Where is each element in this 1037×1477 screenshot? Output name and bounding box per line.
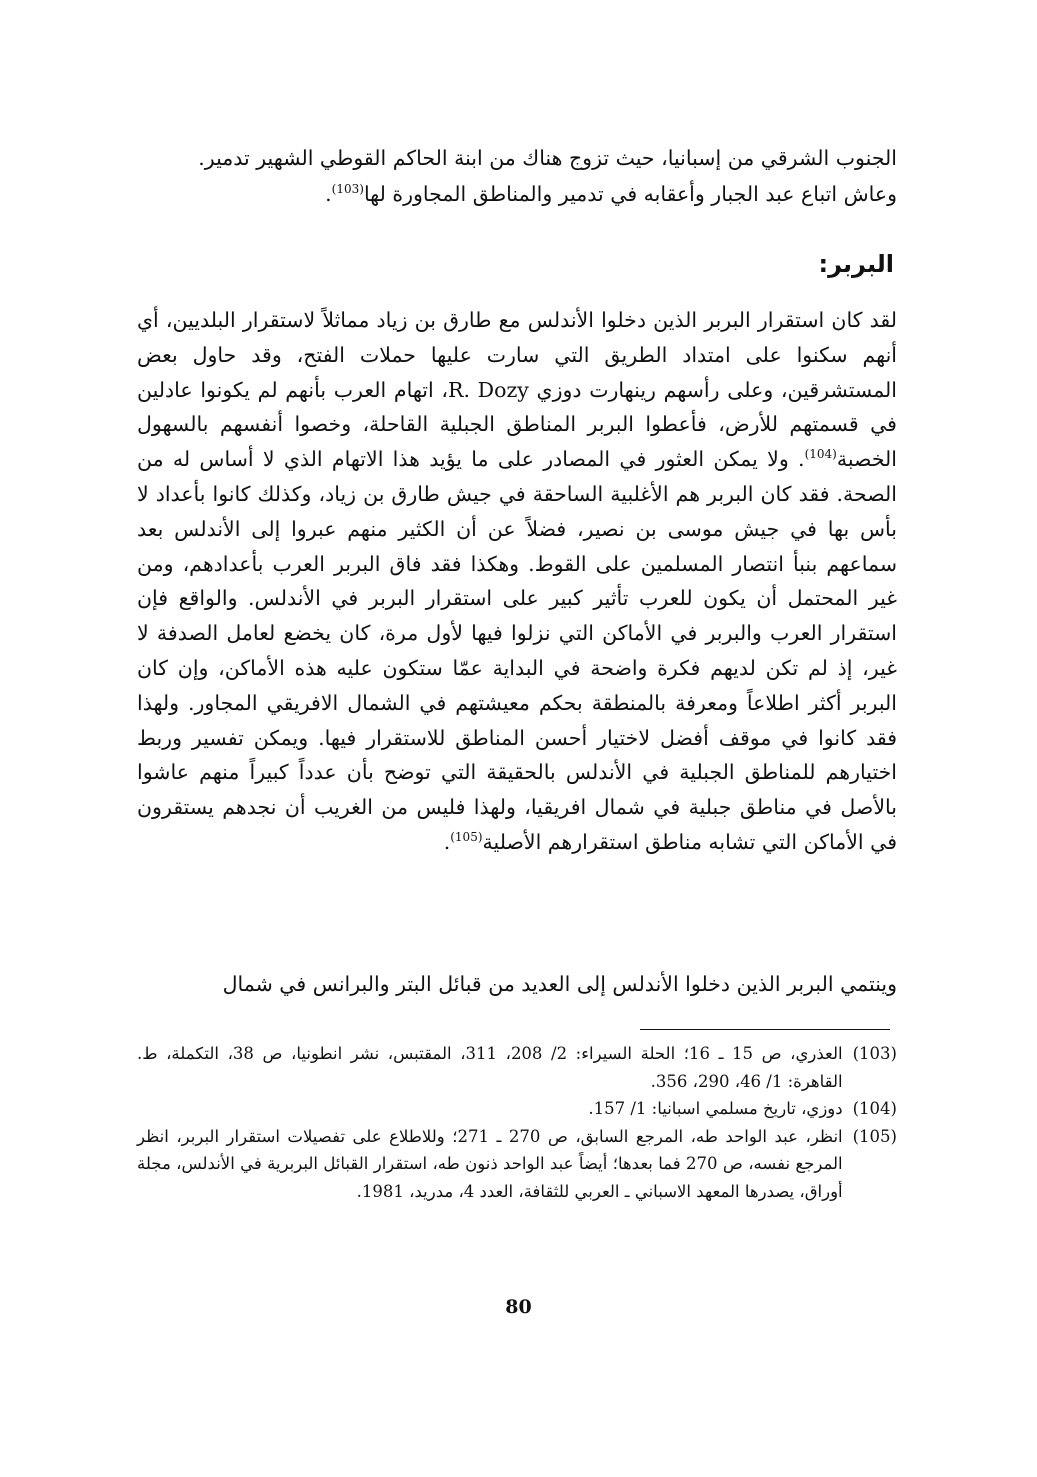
footnote-103: [137, 1040, 897, 1095]
body-paragraph-1-text: [137, 303, 897, 860]
footnote-number: (103): [852, 1044, 897, 1063]
body-paragraph-2: [137, 967, 897, 1002]
footnote-ref-105: (105): [450, 830, 483, 845]
footnote-104: [137, 1095, 897, 1123]
footnote-ref-104: (104): [804, 447, 837, 462]
footnote-ref-103: (103): [331, 182, 364, 197]
intro-line-2-text: وعاش اتباع عبد الجبار وأعقابه في تدمير والمناطق المجاورة لها: [363, 182, 897, 206]
footnote-number: (104): [852, 1099, 897, 1118]
footnote-number: (105): [852, 1126, 897, 1146]
intro-line-2: [137, 176, 897, 212]
section-heading: البربر:: [818, 250, 894, 278]
footnote-divider: [640, 1029, 890, 1030]
footnote-text: العذري، ص 15 ـ 16؛ الحلة السيراء: 2/ 208، 311، المقتبس، نشر انطونيا، ص 38، التكملة، ط. القاهرة: 1/ 46، 290، 356.: [137, 1044, 843, 1091]
body-paragraph-1: [137, 303, 897, 860]
footnote-text: دوزي، تاريخ مسلمي اسبانيا: 1/ 157.: [588, 1099, 843, 1118]
intro-paragraph: [137, 140, 897, 212]
body-paragraph-2-text: وينتمي البربر الذين دخلوا الأندلس إلى العديد من قبائل البتر والبرانس في شمال: [222, 972, 897, 996]
footnote-text: انظر، عبد الواحد طه، المرجع السابق، ص 270 ـ 271؛ وللاطلاع على تفصيلات استقرار البربر، انظر المرجع نفسه، ص 270 فما بعدها؛ أيضاً عبد الواحد ذنون طه، استقرار القبائل البربرية في الأندلس، مجلة أوراق، يصدرها المعهد الاسباني ـ العربي للثقافة، العدد 4، مدريد، 1981.: [137, 1126, 843, 1201]
body-paragraph-1-end: .: [443, 829, 451, 854]
body-paragraph-1-part-2: . ولا يمكن العثور في المصادر على ما يؤيد هذا الاتهام الذي لا أساس له من الصحة. فقد كان البربر هم الأغلبية الساحقة في جيش طارق بن زياد، وكذلك كانوا بأعداد لا بأس بها في جيش موسى بن نصير، فضلاً عن أن الكثير منهم عبروا إلى الأندلس بعد سماعهم بنبأ انتصار المسلمين على القوط. وهكذا فقد فاق البربر العرب بأعدادهم، ومن غير المحتمل أن يكون للعرب تأثير كبير على استقرار البربر في الأندلس. والواقع فإن استقرار العرب والبربر في الأماكن التي نزلوا فيها لأول مرة، كان يخضع لعامل الصدفة لا غير، إذ لم تكن لديهم فكرة واضحة في البداية عمّا ستكون عليه هذه الأماكن، وإن كان البربر أكثر اطلاعاً ومعرفة بالمنطقة بحكم معيشتهم في الشمال الافريقي المجاور. ولهذا فقد كانوا في موقف أفضل لاختيار أحسن المناطق للاستقرار فيها. ويمكن تفسير وربط اختيارهم للمناطق الجبلية في الأندلس بالحقيقة التي توضح بأن عدداً كبيراً منهم عاشوا بالأصل في مناطق جبلية في شمال افريقيا، ولهذا فليس من الغريب أن نجدهم يستقرون في الأماكن التي تشابه مناطق استقرارهم الأصلية: [137, 447, 897, 854]
body-paragraph-1-part-1: لقد كان استقرار البربر الذين دخلوا الأندلس مع طارق بن زياد مماثلاً لاستقرار البلديين، أي أنهم سكنوا على امتداد الطريق التي سارت عليها حملات الفتح، وقد حاول بعض المستشرقين، وعلى رأسهم رينهارت دوزي R. Dozy، اتهام العرب بأنهم لم يكونوا عادلين في قسمتهم للأرض، فأعطوا البربر المناطق الجبلية القاحلة، وخصوا أنفسهم بالسهول الخصبة: [137, 308, 897, 472]
intro-line-1: الجنوب الشرقي من إسبانيا، حيث تزوج هناك من ابنة الحاكم القوطي الشهير تدمير.: [198, 146, 897, 170]
footnotes: [137, 1040, 897, 1205]
footnote-105: [137, 1123, 897, 1206]
page-number: 80: [505, 1296, 532, 1318]
intro-line-2-end: .: [325, 182, 332, 206]
